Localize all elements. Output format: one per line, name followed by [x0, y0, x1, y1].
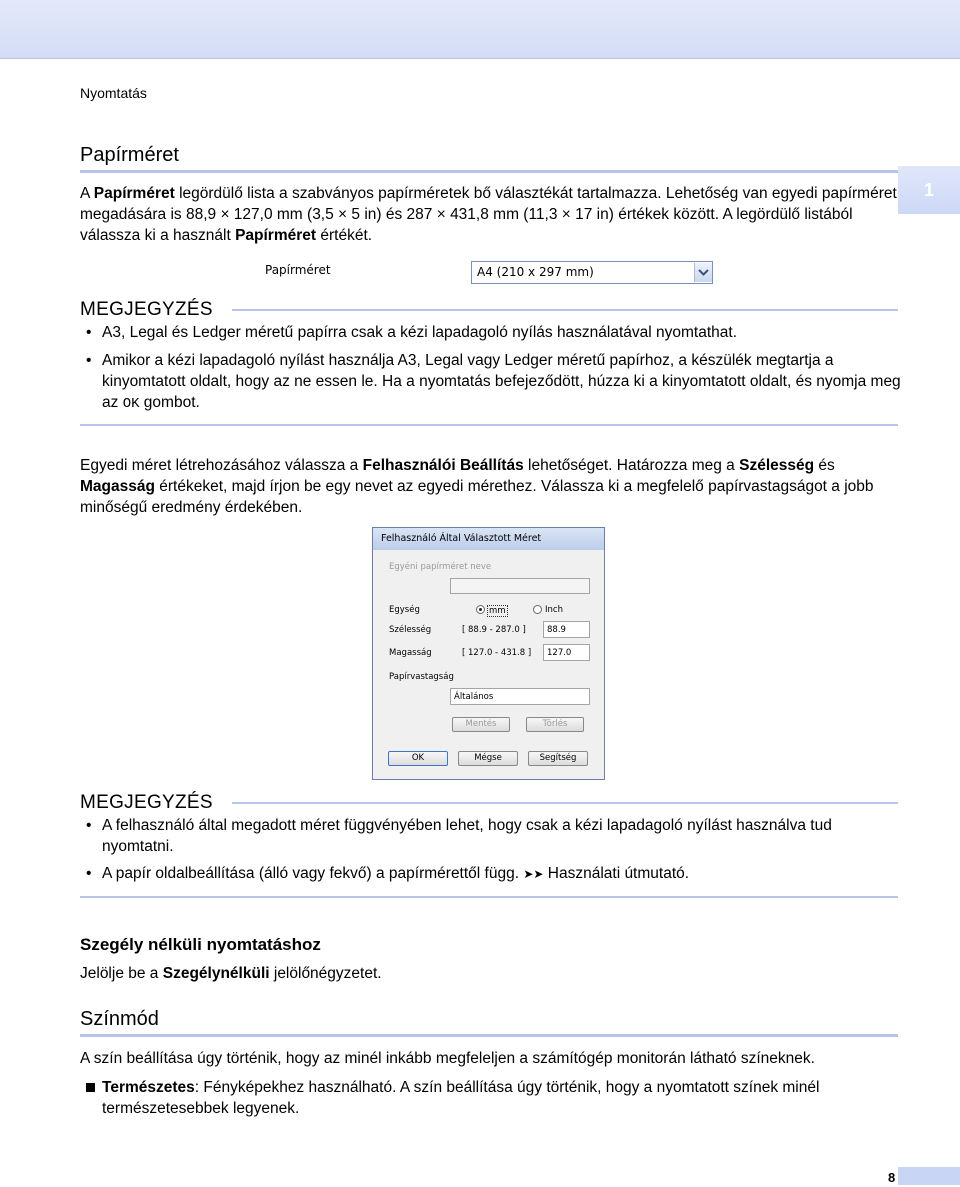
- custom-size-paragraph: Egyedi méret létrehozásához válassza a Felhasználói Beállítás lehetőséget. Határozza meg a Szélesség és Magasság értékeket, majd írjon be egy nevet az egyedi mérethez. Válassza ki a megfelelő papírvastagságot a jobb minőségű eredmény érdekében.: [80, 457, 874, 516]
- note-heading: MEGJEGYZÉS: [80, 299, 213, 320]
- unit-label: Egység: [389, 605, 420, 615]
- note-end-rule: [80, 424, 898, 426]
- ok-button[interactable]: OK: [388, 751, 448, 766]
- note-item: A papír oldalbeállítása (álló vagy fekvő) a papírmérettől függ. ➤➤ Használati útmutató.: [102, 865, 690, 882]
- height-label: Magasság: [389, 648, 432, 658]
- note-rule: [232, 309, 898, 311]
- height-range: [ 127.0 - 431.8 ]: [462, 648, 532, 658]
- note-rule: [232, 802, 898, 804]
- width-input[interactable]: 88.9: [543, 621, 590, 638]
- dropdown-button[interactable]: [694, 263, 712, 282]
- help-button[interactable]: Segítség: [528, 751, 588, 766]
- custom-name-input[interactable]: [450, 578, 590, 594]
- note-item: A felhasználó által megadott méret függvényében lehet, hogy csak a kézi lapadagoló nyílást használva tud nyomtatni.: [102, 817, 832, 855]
- thickness-select[interactable]: Általános: [450, 688, 590, 705]
- unit-mm-label: mm: [489, 606, 506, 616]
- dialog-title: Felhasználó Által Választott Méret: [381, 533, 542, 544]
- paper-size-paragraph: A Papírméret legördülő lista a szabványos papírméretek bő választékát tartalmazza. Lehetőség van egyedi papírméret megadására is 88,9 × 127,0 mm (3,5 × 5 in) és 287 × 431,8 mm (11,3 × 17 in) értékek között. A legördülő listából válassza ki a használt Papírméret értékét.: [80, 185, 897, 244]
- color-mode-paragraph: A szín beállítása úgy történik, hogy az minél inkább megfeleljen a számítógép monitorán látható színeknek.: [80, 1050, 815, 1067]
- unit-mm-radio[interactable]: [476, 605, 485, 614]
- square-bullet: [86, 1083, 95, 1092]
- delete-button[interactable]: Törlés: [526, 717, 584, 732]
- height-input[interactable]: 127.0: [543, 644, 590, 661]
- section-rule: [80, 170, 898, 173]
- page-number: 8: [888, 1170, 896, 1185]
- width-label: Szélesség: [389, 625, 432, 635]
- paper-size-label: Papírméret: [265, 263, 331, 277]
- cancel-button[interactable]: Mégse: [458, 751, 518, 766]
- note-item: A3, Legal és Ledger méretű papírra csak a kézi lapadagoló nyílás használatával nyomtathat.: [102, 324, 738, 341]
- running-header: Nyomtatás: [80, 85, 147, 101]
- width-range: [ 88.9 - 287.0 ]: [462, 625, 526, 635]
- note-end-rule: [80, 896, 898, 898]
- bullet: •: [86, 817, 92, 834]
- custom-name-label: Egyéni papírméret neve: [389, 562, 492, 572]
- section-title-borderless: Szegély nélküli nyomtatáshoz: [80, 935, 321, 954]
- arrow-icon: ➤➤: [523, 867, 544, 881]
- top-band: [0, 0, 960, 59]
- save-button[interactable]: Mentés: [452, 717, 510, 732]
- note-heading: MEGJEGYZÉS: [80, 792, 213, 813]
- borderless-paragraph: Jelölje be a Szegélynélküli jelölőnégyzetet.: [80, 965, 382, 982]
- bullet: •: [86, 352, 92, 369]
- bullet: •: [86, 324, 92, 341]
- section-title-color-mode: Színmód: [80, 1008, 159, 1030]
- section-rule: [80, 1034, 898, 1037]
- chapter-number: 1: [923, 180, 934, 200]
- unit-inch-radio[interactable]: [533, 605, 542, 614]
- ok-code: OK: [122, 396, 140, 412]
- color-mode-item: Természetes: Fényképekhez használható. A szín beállítása úgy történik, hogy a nyomtatott színek minél természetesebbek legyenek.: [102, 1079, 820, 1117]
- note-item: Amikor a kézi lapadagoló nyílást használja A3, Legal vagy Ledger méretű papírhoz, a készülék megtartja a kinyomtatott oldalt, hogy az ne essen le. Ha a nyomtatás befejeződött, húzza ki a kinyomtatott oldalt, és nyomja meg az OK gombot.: [102, 352, 901, 412]
- unit-inch-label: Inch: [545, 605, 563, 615]
- chevron-down-icon: [695, 263, 712, 282]
- thickness-label: Papírvastagság: [389, 672, 454, 682]
- section-title-paper-size: Papírméret: [80, 144, 179, 166]
- page-number-bar: [898, 1167, 960, 1185]
- paper-size-value: A4 (210 x 297 mm): [477, 265, 594, 279]
- bullet: •: [86, 865, 92, 882]
